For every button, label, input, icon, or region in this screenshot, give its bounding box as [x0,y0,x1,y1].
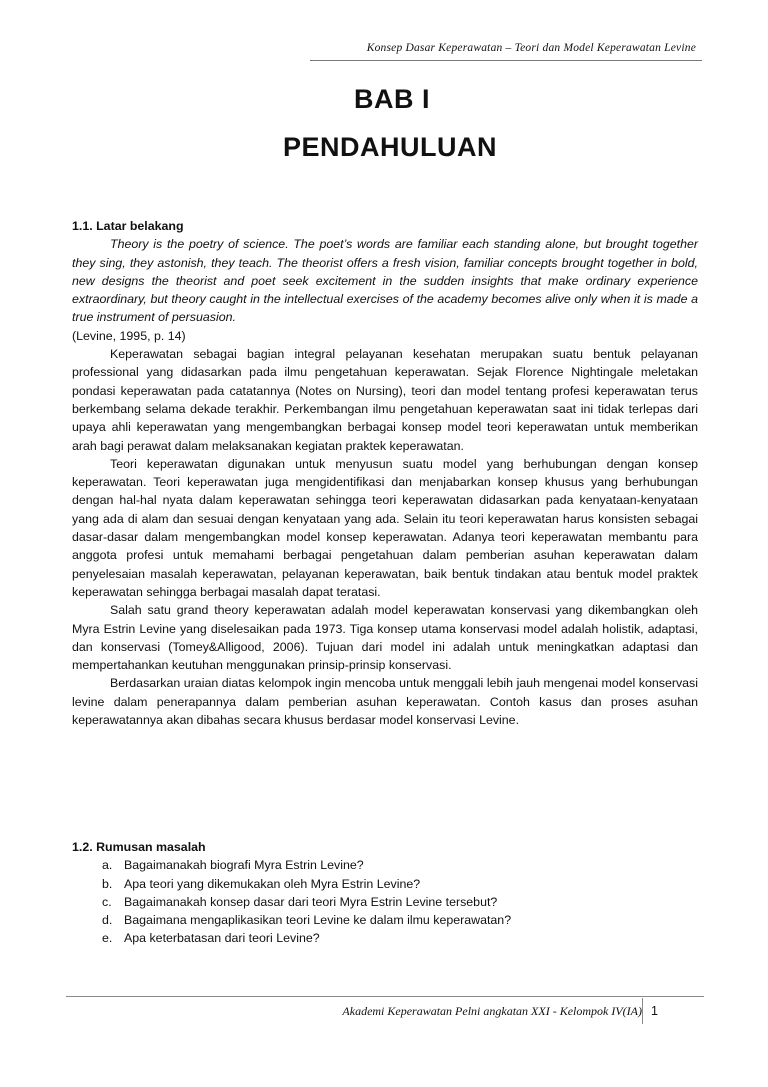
question-list [72,856,698,947]
list-marker: d. [102,913,113,928]
list-marker: b. [102,876,113,891]
list-item-text: Apa keterbatasan dari teori Levine? [124,931,320,946]
body-paragraph: Berdasarkan uraian diatas kelompok ingin mencoba untuk menggali lebih jauh mengenai model konservasi levine dalam penerapannya dalam pemberian asuhan keperawatan. Contoh kasus dan proses asuhan keperawatannya akan dibahas secara khusus berdasar model konservasi Levine. [72,676,698,728]
list-item [102,911,698,929]
section-rumusan-masalah [72,838,698,948]
epigraph-quote: Theory is the poetry of science. The poet’s words are familiar each standing alone, but brought together they sing, they astonish, they teach. The theorist offers a fresh vision, familiar concepts brought together in bold, new designs the theorist and poet seek excitement in the sudden insights that make ordinary experience extraordinary, but theory caught in the intellectual exercises of the academy becomes alive only when it is made a true instrument of persuasion. [72,237,698,325]
body-paragraph: Keperawatan sebagai bagian integral pelayanan kesehatan merupakan suatu bentuk pelayanan professional yang didasarkan pada ilmu pengetahuan keperawatan. Sejak Florence Nightingale meletakan pondasi keperawatan pada catatannya (Notes on Nursing), teori dan model tentang profesi keperawatan terus berkembang selama dekade terakhir. Perkembangan ilmu pengetahuan keperawatan saat ini tidak terlepas dari upaya ahli keperawatan yang mengembangkan berbagai konsep model teori keperawatan untuk memberikan arah bagi perawat dalam melaksanakan kegiatan praktek keperawatan. [72,347,698,453]
footer-divider [66,996,704,997]
header-divider [310,60,702,61]
footer-institution: Akademi Keperawatan Pelni angkatan XXI - Kelompok IV(IA) [342,1004,642,1018]
body-paragraph: Salah satu grand theory keperawatan adalah model keperawatan konservasi yang dikembangkan oleh Myra Estrin Levine yang diselesaikan pada 1973. Tiga konsep utama konservasi model adalah holistik, adaptasi, dan konservasi (Tomey&Alligood, 2006). Tujuan dari model ini adalah untuk meningkatkan adaptasi dan mempertahankan keutuhan menggunakan prinsip-prinsip konservasi. [72,603,698,673]
list-item [102,875,698,893]
running-header: Konsep Dasar Keperawatan – Teori dan Model Keperawatan Levine [366,42,696,54]
epigraph-citation: (Levine, 1995, p. 14) [72,328,186,343]
list-item-text: Bagaimanakah konsep dasar dari teori Myra Estrin Levine tersebut? [124,894,498,909]
list-item-text: Bagaimana mengaplikasikan teori Levine ke dalam ilmu keperawatan? [124,913,512,928]
chapter-number: BAB I [354,84,430,114]
list-marker: a. [102,858,113,873]
page-number: 1 [642,998,681,1024]
list-item [102,893,698,911]
list-item [102,929,698,947]
section-heading: 1.2. Rumusan masalah [72,840,206,854]
body-paragraph: Teori keperawatan digunakan untuk menyusun suatu model yang berhubungan dengan konsep keperawatan. Teori keperawatan juga mengidentifikasi dan menjabarkan konsep khusus yang berhubungan dengan hal-hal nyata dalam keperawatan sehingga teori keperawatan didasarkan pada kenyataan-kenyataan yang ada di alam dan sesuai dengan kenyataan yang ada. Selain itu teori keperawatan harus konsisten sebagai dasar-dasar dalam mengembangkan model konsep keperawatan. Adanya teori keperawatan membantu para anggota profesi untuk memahami berbagai pengetahuan dalam pemberian asuhan keperawatan dalam penyelesaian masalah keperawatan, pelayanan keperawatan, baik bentuk tindakan atau bentuk model praktek keperawatan sehingga berbagai masalah dapat teratasi. [72,456,698,599]
section-latar-belakang [72,217,698,729]
list-marker: e. [102,931,113,946]
list-marker: c. [102,894,112,909]
section-heading: 1.1. Latar belakang [72,219,184,233]
list-item-text: Apa teori yang dikemukakan oleh Myra Estrin Levine? [124,876,421,891]
list-item [102,856,698,874]
list-item-text: Bagaimanakah biografi Myra Estrin Levine? [124,858,364,873]
chapter-title: PENDAHULUAN [283,132,497,162]
